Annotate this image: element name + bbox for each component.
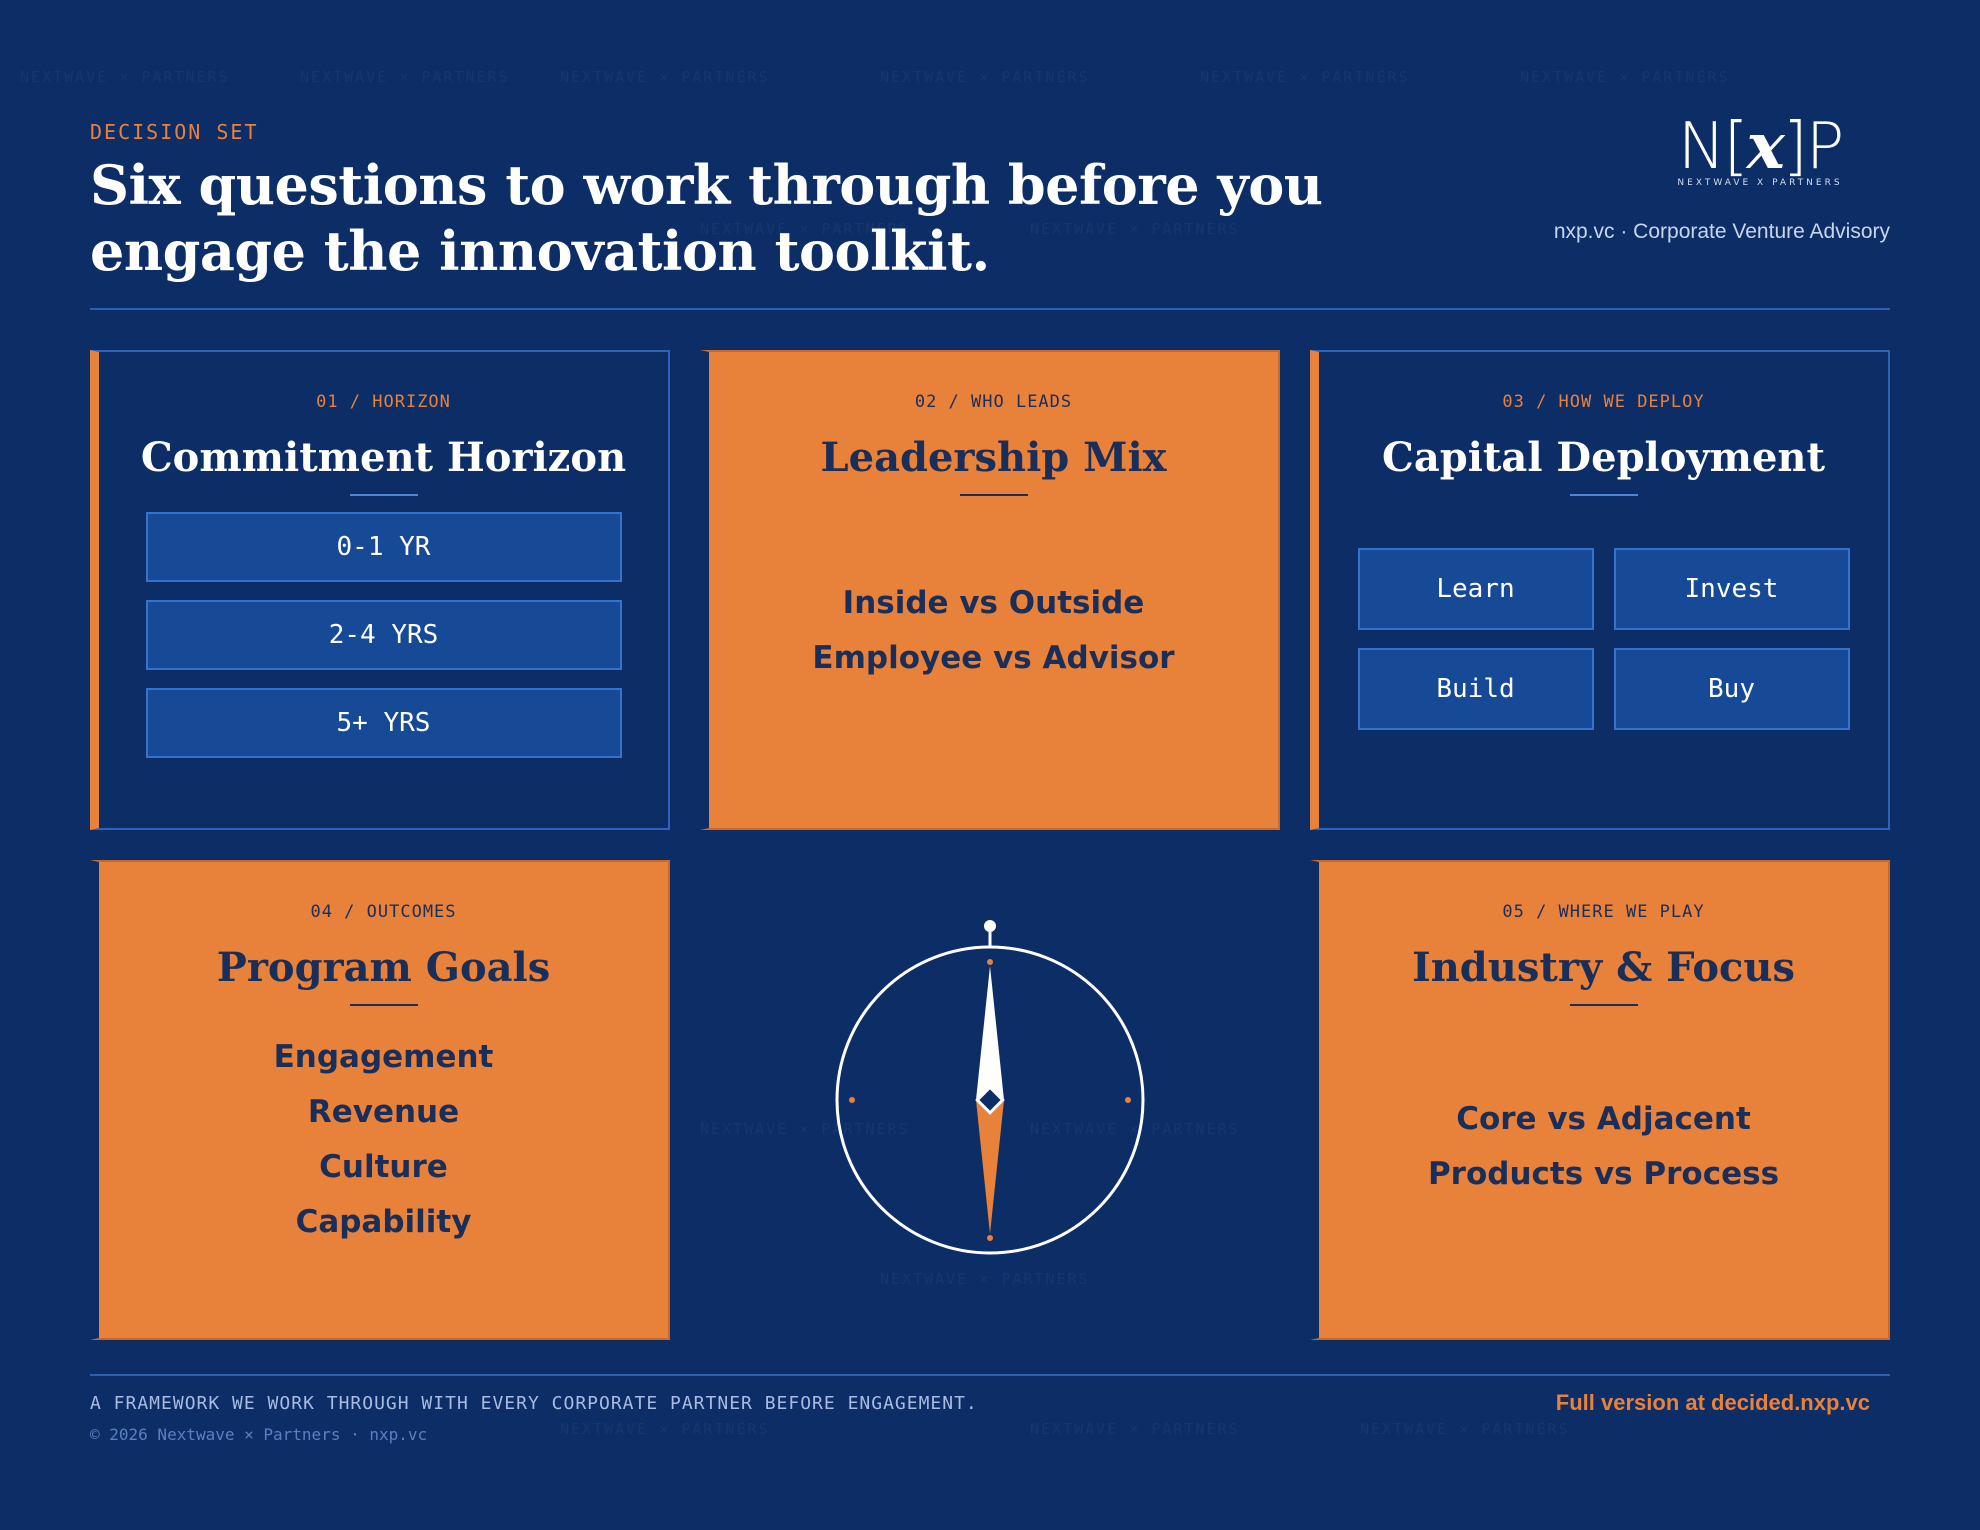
deploy-option-buy: Buy — [1614, 648, 1850, 730]
copyright: © 2026 Nextwave × Partners · nxp.vc — [90, 1425, 428, 1444]
page-title: Six questions to work through before you engage the innovation toolkit. — [90, 153, 1323, 283]
card-title: Program Goals — [216, 944, 551, 991]
card-who-leads — [700, 350, 1280, 830]
watermark — [300, 68, 510, 86]
header-divider — [90, 308, 1890, 310]
watermark — [560, 1420, 770, 1438]
card-tag: 04 / OUTCOMES — [310, 902, 457, 922]
card-title: Industry & Focus — [1412, 944, 1795, 991]
deploy-option-learn: Learn — [1358, 548, 1594, 630]
site-tagline: nxp.vc · Corporate Venture Advisory — [1553, 220, 1890, 243]
horizon-option-2-4-yrs: 2-4 YRS — [146, 600, 622, 670]
watermark — [20, 68, 230, 86]
title-underline — [1570, 494, 1638, 496]
title-underline — [350, 1004, 418, 1006]
deploy-option-build: Build — [1358, 648, 1594, 730]
goal-item: Engagement — [273, 1039, 494, 1075]
title-underline — [350, 494, 418, 496]
logo-subtitle: NEXTWAVE X PARTNERS — [1677, 178, 1843, 188]
card-tag: 03 / HOW WE DEPLOY — [1502, 392, 1705, 412]
focus-line: Products vs Process — [1427, 1156, 1780, 1192]
card-tag: 05 / WHERE WE PLAY — [1502, 902, 1705, 922]
horizon-option-5-plus-yrs: 5+ YRS — [146, 688, 622, 758]
card-title: Leadership Mix — [820, 434, 1167, 481]
goal-item: Culture — [319, 1149, 448, 1185]
watermark — [1200, 68, 1410, 86]
focus-line: Core vs Adjacent — [1456, 1101, 1751, 1137]
title-underline — [960, 494, 1028, 496]
watermark — [1520, 68, 1730, 86]
brand-logo — [1650, 109, 1870, 188]
watermark — [1360, 1420, 1570, 1438]
card-horizon — [90, 350, 670, 830]
logo-wordmark: N[x]P — [1677, 109, 1843, 184]
compass-icon — [818, 910, 1148, 1260]
card-tag: 02 / WHO LEADS — [914, 392, 1073, 412]
watermark — [560, 68, 770, 86]
footer-divider — [90, 1374, 1890, 1376]
goal-item: Revenue — [307, 1094, 460, 1130]
eyebrow-label: DECISION SET — [90, 120, 259, 144]
card-title: Capital Deployment — [1382, 434, 1825, 481]
title-underline — [1570, 1004, 1638, 1006]
card-tag: 01 / HORIZON — [316, 392, 451, 412]
goal-item: Capability — [295, 1204, 472, 1240]
card-title: Commitment Horizon — [140, 434, 627, 481]
watermark — [880, 68, 1090, 86]
leadership-line: Inside vs Outside — [842, 585, 1145, 621]
leadership-line: Employee vs Advisor — [812, 640, 1175, 676]
card-capital-deployment — [1310, 350, 1890, 830]
card-where-we-play — [1310, 860, 1890, 1340]
framework-note: A FRAMEWORK WE WORK THROUGH WITH EVERY CORPORATE PARTNER BEFORE ENGAGEMENT. — [90, 1393, 978, 1414]
card-outcomes — [90, 860, 670, 1340]
full-version-link[interactable]: Full version at decided.nxp.vc — [1555, 1390, 1870, 1415]
watermark — [880, 1270, 1090, 1288]
deploy-option-invest: Invest — [1614, 548, 1850, 630]
horizon-option-0-1-yr: 0-1 YR — [146, 512, 622, 582]
watermark — [1030, 1420, 1240, 1438]
